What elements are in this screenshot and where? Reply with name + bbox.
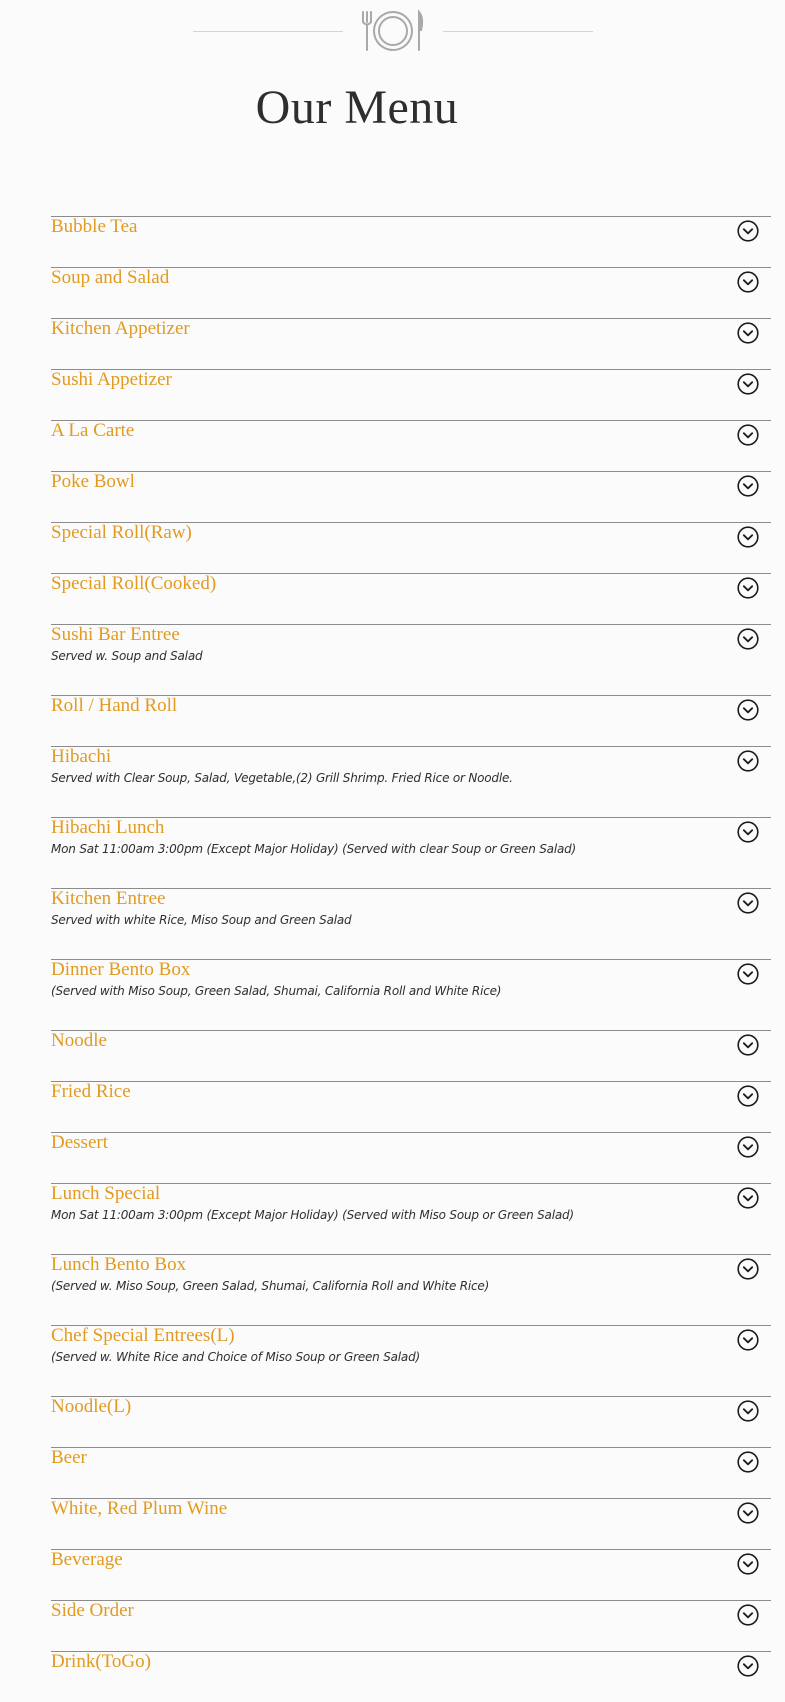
plate-cutlery-icon xyxy=(360,8,426,54)
chevron-down-circle-icon[interactable] xyxy=(737,1655,759,1677)
menu-category-title[interactable]: Lunch Bento Box xyxy=(51,1254,187,1275)
menu-category-title[interactable]: Bubble Tea xyxy=(51,216,138,237)
header-divider-right xyxy=(443,31,593,32)
menu-category-row[interactable] xyxy=(51,695,771,746)
menu-category-title[interactable]: Noodle(L) xyxy=(51,1396,132,1417)
menu-category-row[interactable] xyxy=(51,1549,771,1600)
chevron-down-circle-icon[interactable] xyxy=(737,892,759,914)
menu-category-row[interactable] xyxy=(51,1651,771,1702)
menu-category-title[interactable]: Hibachi xyxy=(51,746,112,767)
chevron-down-circle-icon[interactable] xyxy=(737,1553,759,1575)
menu-category-row[interactable] xyxy=(51,573,771,624)
menu-category-title[interactable]: Dessert xyxy=(51,1132,108,1153)
menu-category-row[interactable] xyxy=(51,369,771,420)
menu-category-title[interactable]: Drink(ToGo) xyxy=(51,1651,151,1672)
menu-category-title[interactable]: Sushi Appetizer xyxy=(51,369,172,390)
chevron-down-circle-icon[interactable] xyxy=(737,577,759,599)
menu-category-row[interactable] xyxy=(51,624,771,695)
menu-category-row[interactable] xyxy=(51,1447,771,1498)
menu-category-title[interactable]: Sushi Bar Entree xyxy=(51,624,180,645)
menu-category-title[interactable]: Soup and Salad xyxy=(51,267,170,288)
menu-category-title[interactable]: Beverage xyxy=(51,1549,123,1570)
chevron-down-circle-icon[interactable] xyxy=(737,424,759,446)
chevron-down-circle-icon[interactable] xyxy=(737,750,759,772)
chevron-down-circle-icon[interactable] xyxy=(737,963,759,985)
chevron-down-circle-icon[interactable] xyxy=(737,1604,759,1626)
menu-category-row[interactable] xyxy=(51,746,771,817)
chevron-down-circle-icon[interactable] xyxy=(737,526,759,548)
page-title: Our Menu xyxy=(255,81,459,134)
chevron-down-circle-icon[interactable] xyxy=(737,699,759,721)
menu-category-subtitle: Mon Sat 11:00am 3:00pm (Except Major Holiday) (Served with Miso Soup or Green Salad) xyxy=(51,1208,574,1222)
menu-category-row[interactable] xyxy=(51,471,771,522)
menu-category-title[interactable]: Special Roll(Raw) xyxy=(51,522,192,543)
menu-category-row[interactable] xyxy=(51,216,771,267)
menu-category-row[interactable] xyxy=(51,959,771,1030)
chevron-down-circle-icon[interactable] xyxy=(737,821,759,843)
menu-category-title[interactable]: Lunch Special xyxy=(51,1183,161,1204)
menu-category-row[interactable] xyxy=(51,318,771,369)
menu-category-row[interactable] xyxy=(51,1183,771,1254)
menu-category-title[interactable]: Beer xyxy=(51,1447,87,1468)
menu-category-row[interactable] xyxy=(51,1081,771,1132)
menu-category-row[interactable] xyxy=(51,267,771,318)
chevron-down-circle-icon[interactable] xyxy=(737,1502,759,1524)
menu-category-row[interactable] xyxy=(51,888,771,959)
menu-category-title[interactable]: Roll / Hand Roll xyxy=(51,695,178,716)
menu-category-row[interactable] xyxy=(51,1030,771,1081)
menu-category-title[interactable]: Kitchen Entree xyxy=(51,888,166,909)
chevron-down-circle-icon[interactable] xyxy=(737,1329,759,1351)
menu-category-row[interactable] xyxy=(51,1132,771,1183)
menu-category-subtitle: Served with Clear Soup, Salad, Vegetable,(2) Grill Shrimp. Fried Rice or Noodle. xyxy=(51,771,513,785)
menu-category-row[interactable] xyxy=(51,1600,771,1651)
menu-category-subtitle: Served w. Soup and Salad xyxy=(51,649,203,663)
chevron-down-circle-icon[interactable] xyxy=(737,475,759,497)
chevron-down-circle-icon[interactable] xyxy=(737,220,759,242)
chevron-down-circle-icon[interactable] xyxy=(737,1258,759,1280)
menu-category-title[interactable]: Noodle xyxy=(51,1030,107,1051)
menu-category-list xyxy=(51,216,771,1702)
menu-category-title[interactable]: Fried Rice xyxy=(51,1081,131,1102)
menu-category-row[interactable] xyxy=(51,1396,771,1447)
menu-category-subtitle: Mon Sat 11:00am 3:00pm (Except Major Holiday) (Served with clear Soup or Green Salad) xyxy=(51,842,577,856)
menu-category-subtitle: (Served w. White Rice and Choice of Miso Soup or Green Salad) xyxy=(51,1350,420,1364)
menu-category-subtitle: (Served with Miso Soup, Green Salad, Shumai, California Roll and White Rice) xyxy=(51,984,502,998)
header-divider-left xyxy=(193,31,343,32)
menu-category-subtitle: (Served w. Miso Soup, Green Salad, Shumai, California Roll and White Rice) xyxy=(51,1279,490,1293)
menu-category-row[interactable] xyxy=(51,817,771,888)
chevron-down-circle-icon[interactable] xyxy=(737,1034,759,1056)
menu-category-title[interactable]: A La Carte xyxy=(51,420,135,441)
chevron-down-circle-icon[interactable] xyxy=(737,271,759,293)
menu-category-title[interactable]: Chef Special Entrees(L) xyxy=(51,1325,235,1346)
menu-category-row[interactable] xyxy=(51,1498,771,1549)
chevron-down-circle-icon[interactable] xyxy=(737,1136,759,1158)
menu-category-title[interactable]: Hibachi Lunch xyxy=(51,817,165,838)
chevron-down-circle-icon[interactable] xyxy=(737,1085,759,1107)
menu-category-title[interactable]: Dinner Bento Box xyxy=(51,959,191,980)
chevron-down-circle-icon[interactable] xyxy=(737,1187,759,1209)
chevron-down-circle-icon[interactable] xyxy=(737,373,759,395)
chevron-down-circle-icon[interactable] xyxy=(737,1400,759,1422)
menu-category-subtitle: Served with white Rice, Miso Soup and Green Salad xyxy=(51,913,352,927)
chevron-down-circle-icon[interactable] xyxy=(737,1451,759,1473)
menu-header xyxy=(0,0,785,180)
menu-category-title[interactable]: Side Order xyxy=(51,1600,134,1621)
menu-category-title[interactable]: Special Roll(Cooked) xyxy=(51,573,217,594)
menu-category-row[interactable] xyxy=(51,1254,771,1325)
menu-category-row[interactable] xyxy=(51,1325,771,1396)
chevron-down-circle-icon[interactable] xyxy=(737,628,759,650)
menu-category-title[interactable]: White, Red Plum Wine xyxy=(51,1498,228,1519)
menu-category-row[interactable] xyxy=(51,522,771,573)
chevron-down-circle-icon[interactable] xyxy=(737,322,759,344)
menu-category-title[interactable]: Kitchen Appetizer xyxy=(51,318,190,339)
menu-category-title[interactable]: Poke Bowl xyxy=(51,471,135,492)
menu-category-row[interactable] xyxy=(51,420,771,471)
